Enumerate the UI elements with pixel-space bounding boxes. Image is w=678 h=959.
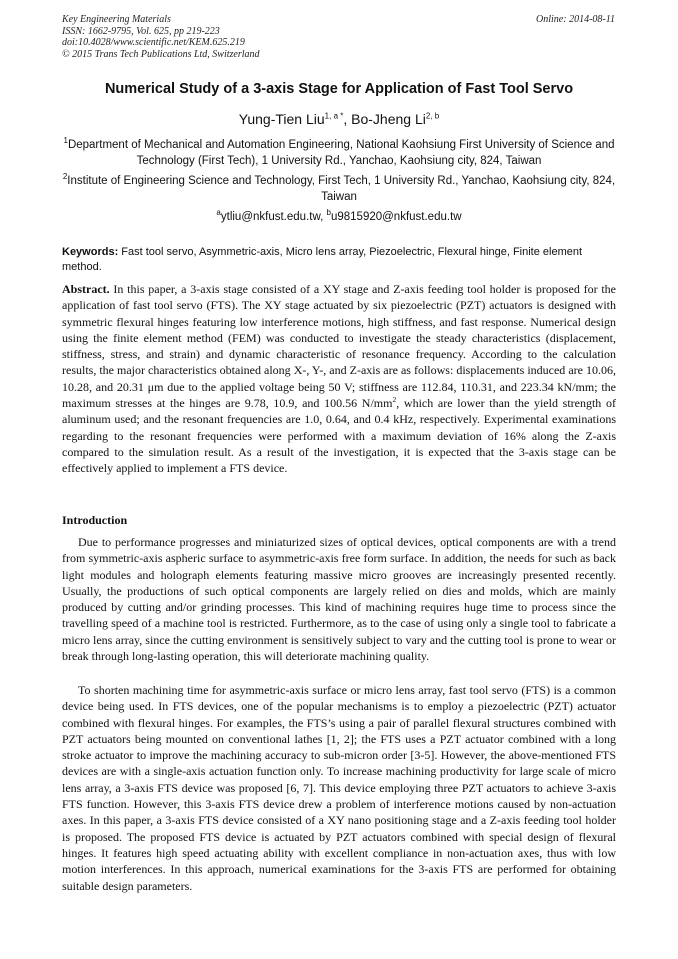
email-address: ytliu@nkfust.edu.tw (220, 211, 321, 223)
online-date: Online: 2014-08-11 (536, 14, 615, 25)
author-name: Bo-Jheng Li (351, 111, 426, 127)
abstract-superscript: 2 (392, 395, 397, 405)
affiliation-1 (62, 137, 616, 169)
affiliation-text: Department of Mechanical and Automation Engineering, National Kaohsiung First University of Science and Technology (First Tech), 1 University Rd., Yanchao, Kaohsiung city, 824, Taiwan (67, 139, 615, 167)
email-superscript: a (216, 208, 221, 218)
abstract-text: In this paper, a 3-axis stage consisted of a XY stage and Z-axis feeding tool holder is proposed for the application of fast tool servo (FTS). The XY stage actuated by six piezoelectric (PZT) actuators is designed with symmetric flexural hinges featuring low interference motions, high stiffness, and fast response. Numerical design using the finite element method (FEM) was conducted to investigate the steady characteristics (displacement, stiffness, stress, and strain) and dynamic characteristic of resonance frequency. According to the calculation results, the major characteristics obtained along X-, Y-, and Z-axis are as follows: displacements induced are 10.06, 10.28, and 20.31 μm due to the applied voltage being 50 V; stiffness are 112.84, 110.31, and 223.34 kN/mm; the maximum stresses at the hinges are 9.78, 10.9, and 100.56 N/mm (62, 282, 616, 411)
author-list (40, 110, 638, 128)
keywords-text: Fast tool servo, Asymmetric-axis, Micro lens array, Piezoelectric, Flexural hinge, Finite element method. (62, 246, 583, 273)
abstract-label: Abstract. (62, 282, 110, 296)
author-separator: , (343, 111, 352, 127)
issn-line: ISSN: 1662-9795, Vol. 625, pp 219-223 (62, 25, 220, 37)
affiliation-superscript: 1 (63, 136, 68, 146)
affiliation-2 (62, 173, 616, 205)
author-name: Yung-Tien Liu (238, 111, 325, 127)
author-superscript: 2, b (425, 111, 440, 121)
intro-paragraph-2: To shorten machining time for asymmetric-axis surface or micro lens array, fast tool servo (FTS) is a common device being used. In FTS devices, one of the popular mechanisms is to employ a piezoelectric (PZT) actuator combined with flexural hinges. For examples, the FTS’s using a pair of parallel flexural structures combined with PZT actuators being mounted on conventional lathes [1, 2]; the FTS uses a PZT actuator combined with a long stroke actuator to improve the machining accuracy to sub-micron order [3-5]. However, the above-mentioned FTS devices are with a single-axis actuation function only. To increase machining productivity for large scale of micro lens array, a 3-axis FTS device was proposed [6, 7]. This device employing three PZT actuators to achieve 3-axis FTS function. However, this 3-axis FTS device drew a problem of interference motions caused by non-actuation axes. In this paper, a 3-axis FTS device consisted of a XY nano positioning stage and a Z-axis feeding tool holder is proposed. The proposed FTS device is actuated by PZT actuators combined with special design of flexural hinges. It features high speed actuating ability with excellent compliance in non-actuation axes, thus with low motion interferences. In this approach, numerical examinations for the 3-axis FTS are performed for obtaining suitable design parameters. (62, 683, 616, 893)
email-address: u9815920@nkfust.edu.tw (330, 211, 462, 223)
intro-paragraph-1: Due to performance progresses and miniaturized sizes of optical devices, optical components are with a trend from symmetric-axis aspheric surface to asymmetric-axis free form surface. In addition, the needs for such as back light modules and holograph elements featuring massive micro grooves are increasingly presented recently. Usually, the productions of such optical components are largely relied on dies and molds, which are mainly produced by cutting and/or grinding processes. This kind of machining requires huge time to process since the travelling speed of a machine tool is restricted. Furthermore, as to the case of using only a single tool to fabricate a micro lens array, since the cutting environment is sensitively subject to vary and the cutting tool is prone to wear or break through long-lasting operation, this will deteriorate machining quality. (62, 535, 616, 664)
author-superscript: 1, a * (324, 111, 344, 121)
email-separator: , (320, 211, 327, 223)
abstract-text-continued: , which are lower than the yield strength of aluminum used; and the resonant frequencies are 1.0, 0.64, and 0.4 kHz, respectively. Experimental examinations regarding to the resonant frequencies were performed with a maximum deviation of 16% along the Z-axis compared to the simulation result. As a result of the investigation, it is expected that the 3-axis stage can be effectively applied to implement a FTS device. (62, 396, 616, 476)
journal-name: Key Engineering Materials (62, 14, 171, 25)
paper-title: Numerical Study of a 3-axis Stage for Application of Fast Tool Servo (104, 81, 574, 97)
affiliation-superscript: 2 (62, 172, 68, 182)
keywords-label: Keywords: (62, 246, 119, 258)
journal-metadata (62, 14, 260, 60)
section-heading-introduction: Introduction (62, 513, 128, 527)
affiliation-text: Institute of Engineering Science and Technology, First Tech, 1 University Rd., Yanchao, Kaohsiung city, 824, Taiwan (67, 175, 616, 203)
author-emails (40, 210, 638, 225)
abstract-section (62, 281, 616, 477)
doi-line: doi:10.4028/www.scientific.net/KEM.625.219 (62, 37, 245, 48)
email-superscript: b (326, 208, 331, 218)
keywords-section (62, 245, 616, 275)
copyright-line: © 2015 Trans Tech Publications Ltd, Switzerland (62, 48, 260, 60)
